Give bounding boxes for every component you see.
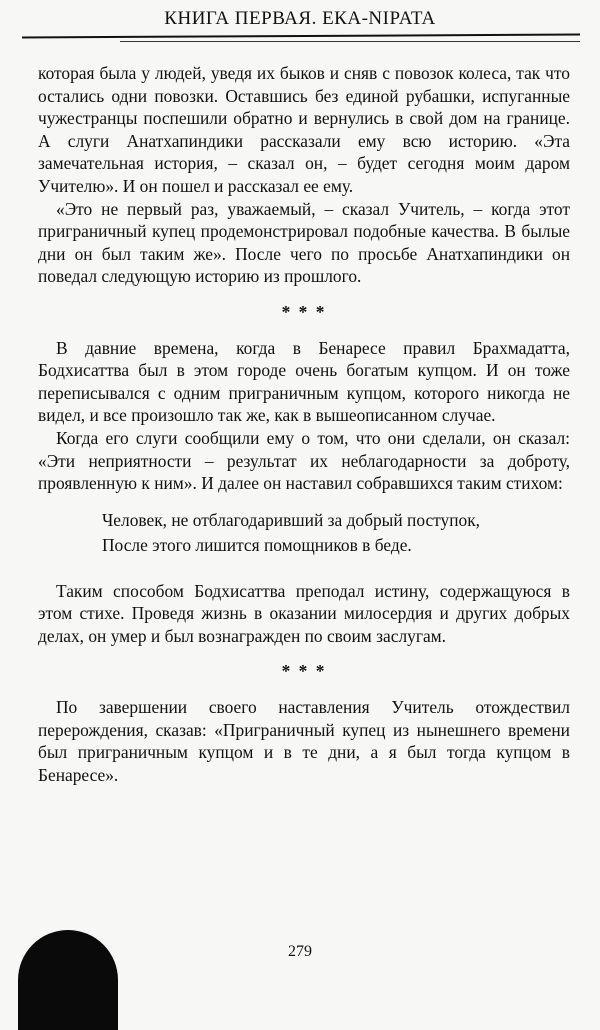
- page-number: 279: [288, 943, 312, 960]
- header-rule: [22, 34, 580, 39]
- paragraph: Когда его слуги сообщили ему о том, что они сделали, он сказал: «Эти неприятности – результат их неблагодарности за доброту, проявленную к ним». И далее он наставил собравшихся таким стихом:: [38, 427, 570, 494]
- verse-line: После этого лишится помощников в беде.: [102, 534, 412, 555]
- header-rule-thin: [120, 41, 580, 42]
- verse-line: Человек, не отблагодаривший за добрый поступок,: [102, 509, 481, 530]
- paragraph: «Это не первый раз, уважаемый, – сказал Учитель, – когда этот пригpаничный купец продемонстрировал подобные качества. В былые дни он был таким же». После чего по просьбе Анатхапиндики он поведал следующую историю из прошлого.: [38, 198, 570, 287]
- paragraph: которая была у людей, уведя их быков и сняв с повозок колеса, так что остались одни повозки. Оставшись без единой рубашки, испуганные чужестранцы поспешили обратно и вернулись в свой дом на границе. А слуги Анатхапиндики рассказали ему всю историю. «Эта замечательная история, – сказал он, – будет сегодня моим даром Учителю». И он пошел и рассказал ее ему.: [38, 63, 570, 196]
- section-separator: * * *: [281, 661, 327, 682]
- scan-blot: [18, 930, 118, 1030]
- paragraph: По завершении своего наставления Учитель отождествил перерождения, сказав: «Приграничный купец из нынешнего времени был приграничным купцом и в те дни, а я был тогда купцом в Бенаресе».: [38, 697, 570, 785]
- page-body: [38, 62, 570, 786]
- section-separator: * * *: [281, 301, 327, 322]
- running-header: КНИГА ПЕРВАЯ. ЕКА-NIPATA: [164, 8, 436, 29]
- paragraph: В давние времена, когда в Бенаресе правил Брахмадатта, Бодхисаттва был в этом городе очень богатым купцом. И он тоже переписывался с одним приграничным купцом, которого никогда не видел, и все произошло так же, как в вышеописанном случае.: [38, 337, 570, 426]
- paragraph: Таким способом Бодхисаттва преподал истину, содержащуюся в этом стихе. Проведя жизнь в оказании милосердия и других добрых делах, он умер и был вознагражден по своим заслугам.: [38, 580, 570, 646]
- verse: [102, 508, 570, 558]
